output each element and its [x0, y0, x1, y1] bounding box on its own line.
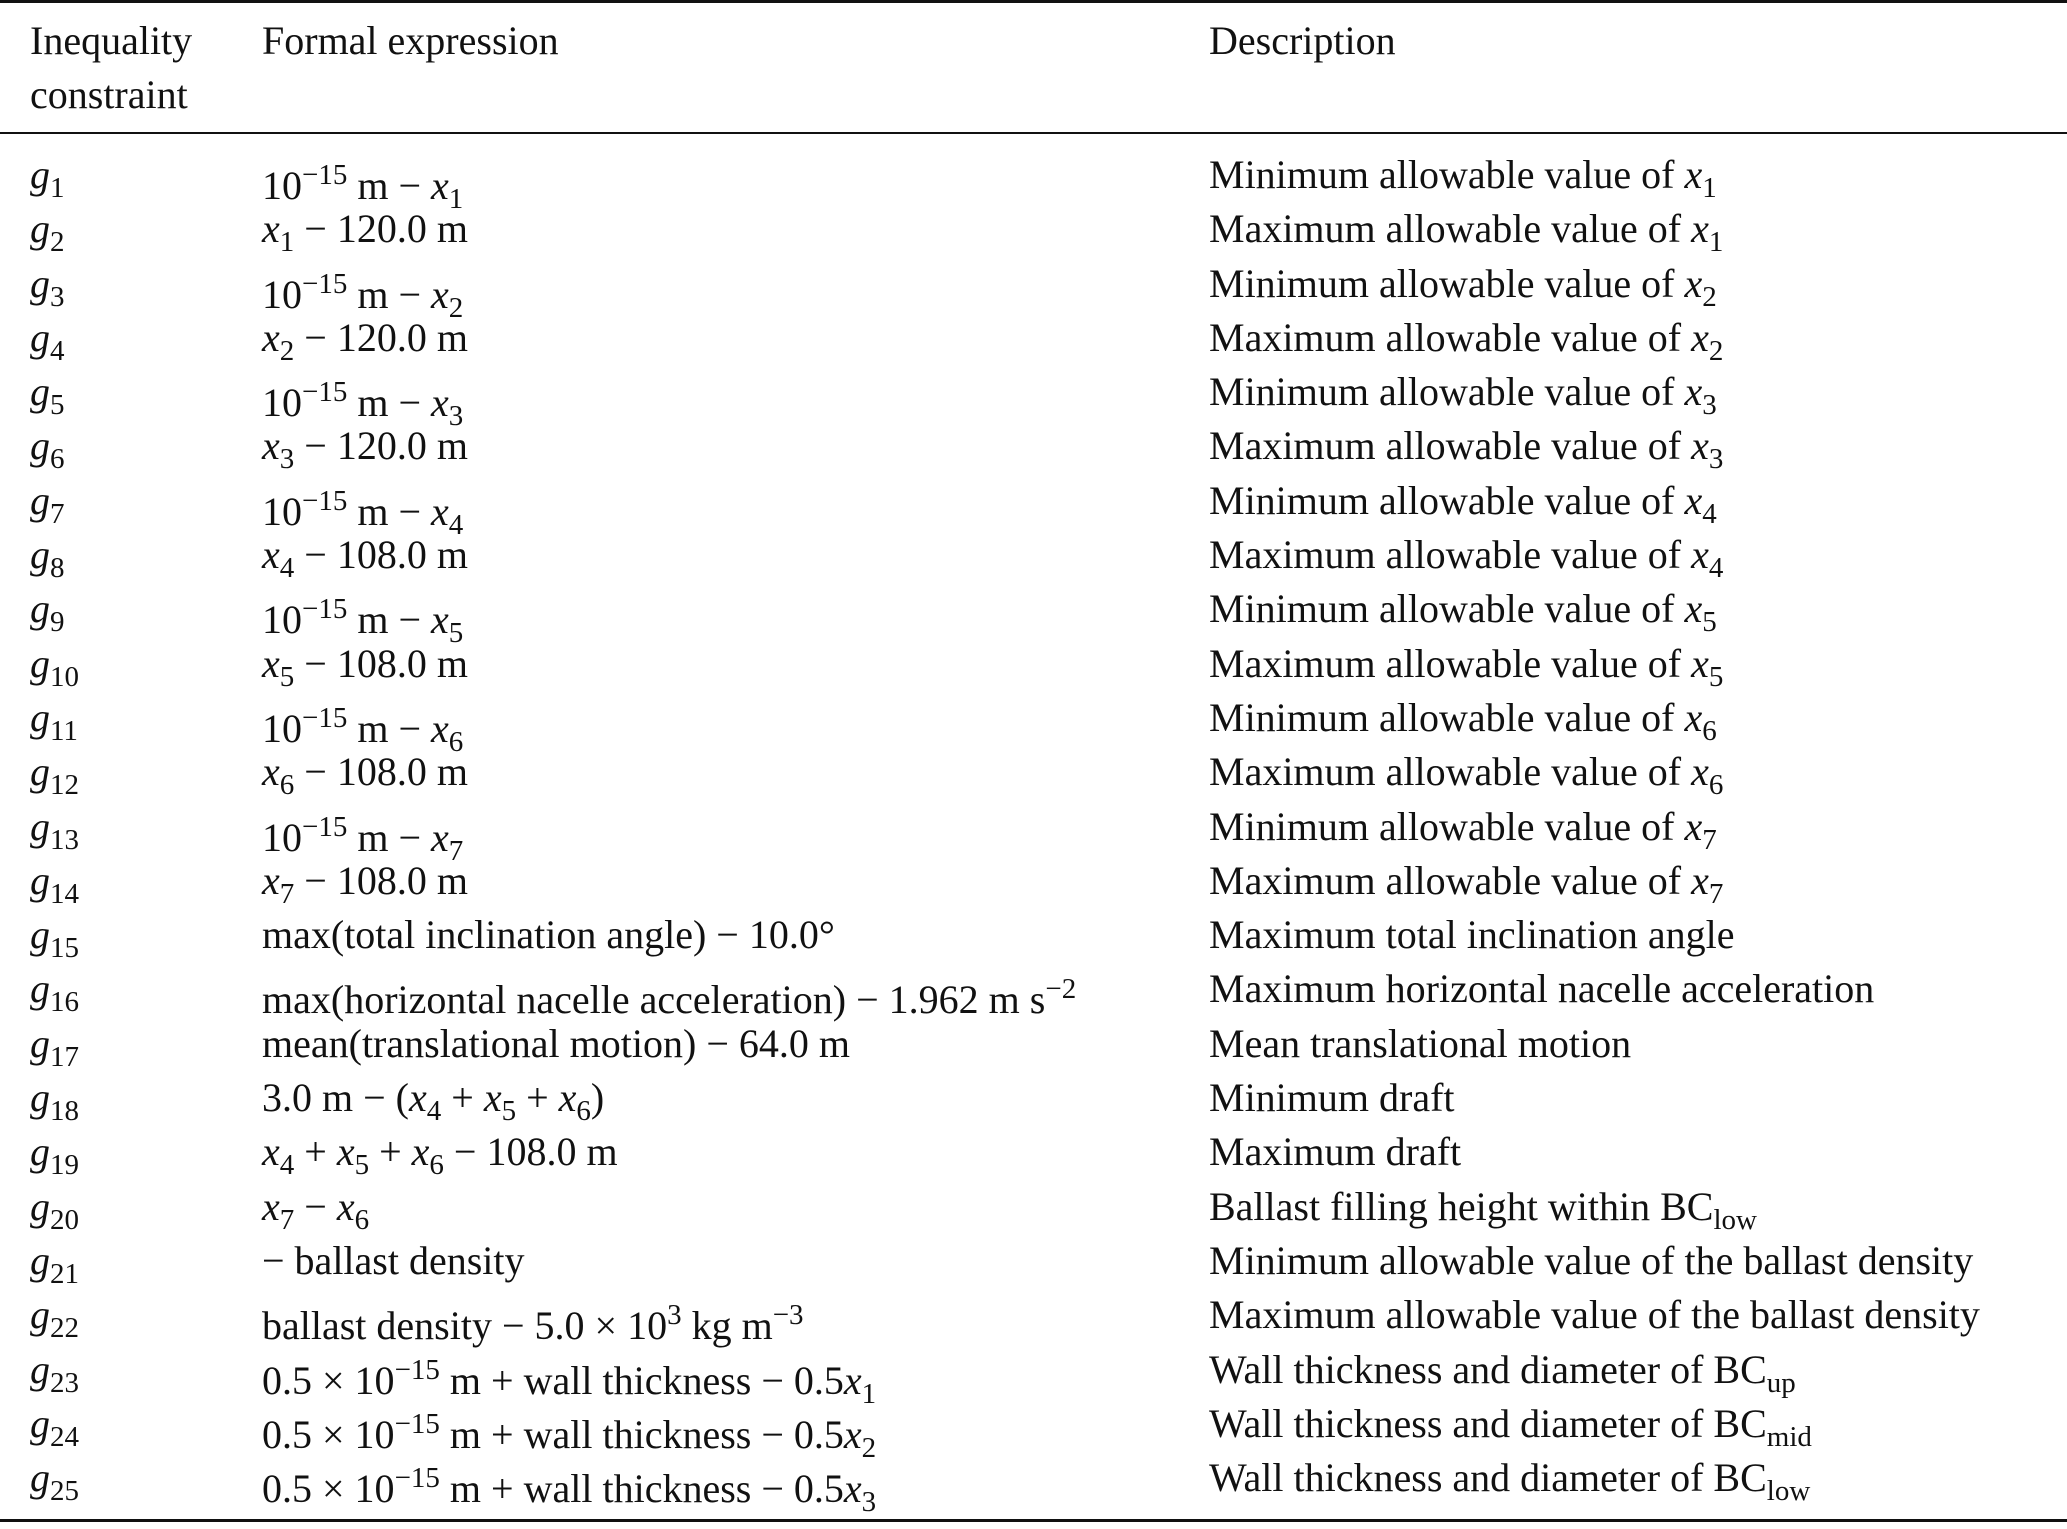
- text-segment: −: [294, 1183, 337, 1229]
- constraint-index: 18: [50, 1095, 79, 1128]
- description: [1209, 1125, 1461, 1179]
- description: [1209, 1071, 1455, 1125]
- constraint-symbol: g: [30, 694, 50, 740]
- text-segment: Mean translational motion: [1209, 1020, 1632, 1066]
- text-segment: Maximum allowable value of: [1209, 314, 1692, 360]
- header-description: Description: [1209, 18, 1396, 63]
- constraint-index: 23: [50, 1366, 79, 1399]
- constraint-index: 17: [50, 1040, 79, 1073]
- text-segment: − 120.0 m: [294, 206, 468, 252]
- text-segment: 3.0 m − (: [262, 1075, 409, 1121]
- constraint-symbol: g: [30, 857, 50, 903]
- text-segment: Minimum allowable value of: [1209, 369, 1685, 415]
- constraint-index: 15: [50, 932, 79, 965]
- math-variable: x: [1684, 369, 1703, 415]
- table-row: [0, 962, 2067, 1023]
- math-variable: x: [262, 1183, 280, 1229]
- math-variable: x: [431, 597, 449, 643]
- subscript: 6: [576, 1095, 591, 1128]
- constraint-index: 5: [50, 389, 65, 422]
- text-segment: 0.5 × 10: [262, 1357, 395, 1403]
- text-segment: +: [441, 1075, 484, 1121]
- text-segment: Maximum horizontal nacelle acceleration: [1209, 966, 1875, 1012]
- constraint-symbol: g: [30, 477, 50, 523]
- subscript: 6: [279, 769, 295, 802]
- text-segment: Maximum allowable value of: [1209, 532, 1692, 578]
- text-segment: 0.5 × 10: [262, 1466, 395, 1512]
- formal-expression: [262, 1234, 525, 1288]
- math-variable: x: [843, 1411, 862, 1457]
- text-segment: m −: [347, 271, 432, 317]
- math-variable: x: [431, 705, 449, 751]
- constraint-id: [30, 1451, 79, 1518]
- constraint-index: 8: [50, 552, 65, 585]
- text-segment: Wall thickness and diameter of BC: [1209, 1346, 1767, 1392]
- constraint-symbol: g: [30, 640, 50, 686]
- constraint-symbol: g: [30, 206, 50, 252]
- text-segment: 10: [262, 488, 302, 534]
- math-variable: x: [431, 163, 449, 208]
- table-row: [0, 1125, 2067, 1182]
- text-segment: m −: [347, 488, 432, 534]
- superscript: −15: [394, 1462, 440, 1495]
- superscript: −15: [302, 376, 348, 409]
- text-segment: 10: [262, 380, 302, 426]
- constraint-index: 2: [50, 226, 65, 259]
- description: [1209, 1288, 1980, 1342]
- math-variable: x: [1691, 206, 1709, 252]
- table-body: [0, 148, 2067, 1519]
- math-variable: x: [431, 380, 449, 426]
- superscript: −15: [302, 701, 348, 734]
- constraint-symbol: g: [30, 1237, 50, 1283]
- text-segment: kg m: [681, 1303, 773, 1349]
- constraint-symbol: g: [30, 314, 50, 360]
- text-segment: − 108.0 m: [294, 532, 468, 578]
- math-variable: x: [843, 1357, 862, 1403]
- constraint-symbol: g: [30, 912, 50, 958]
- text-segment: Maximum total inclination angle: [1209, 912, 1735, 958]
- subscript: 4: [1708, 552, 1724, 585]
- text-segment: m −: [347, 814, 432, 860]
- text-segment: Ballast filling height within BC: [1209, 1183, 1714, 1229]
- description: [1209, 962, 1874, 1016]
- subscript: low: [1766, 1475, 1811, 1508]
- description: [1209, 1017, 1631, 1071]
- constraint-index: 3: [50, 280, 65, 313]
- description: [1209, 1234, 1973, 1288]
- constraint-index: 16: [50, 986, 79, 1019]
- text-segment: Wall thickness and diameter of BC: [1209, 1400, 1767, 1446]
- constraint-index: 25: [50, 1475, 79, 1508]
- constraint-symbol: g: [30, 1346, 50, 1392]
- subscript: 5: [1708, 660, 1724, 693]
- text-segment: Maximum allowable value of: [1209, 640, 1692, 686]
- text-segment: − 108.0 m: [294, 749, 468, 795]
- table-row: [0, 1071, 2067, 1128]
- table-row: [0, 474, 2067, 541]
- text-segment: Minimum draft: [1209, 1075, 1455, 1121]
- table-bottom-rule: [0, 1519, 2067, 1522]
- text-segment: m + wall thickness − 0.5: [439, 1466, 844, 1512]
- math-variable: x: [1684, 586, 1703, 632]
- constraint-symbol: g: [30, 1020, 50, 1066]
- text-segment: Maximum allowable value of: [1209, 206, 1692, 252]
- constraint-index: 22: [50, 1312, 79, 1345]
- math-variable: x: [262, 857, 280, 903]
- text-segment: mean(translational motion) − 64.0 m: [262, 1020, 850, 1066]
- math-variable: x: [1691, 532, 1709, 578]
- text-segment: +: [369, 1129, 412, 1175]
- subscript: 5: [279, 660, 295, 693]
- math-variable: x: [262, 640, 280, 686]
- math-variable: x: [1691, 314, 1709, 360]
- text-segment: max(total inclination angle) − 10.0°: [262, 912, 835, 958]
- constraint-symbol: g: [30, 966, 50, 1012]
- constraint-symbol: g: [30, 532, 50, 578]
- text-segment: Minimum allowable value of: [1209, 694, 1685, 740]
- table-row: [0, 637, 2067, 691]
- constraint-symbol: g: [30, 1292, 50, 1338]
- subscript: 2: [448, 291, 464, 324]
- constraint-symbol: g: [30, 1129, 50, 1175]
- text-segment: m + wall thickness − 0.5: [439, 1411, 844, 1457]
- text-segment: Maximum allowable value of: [1209, 749, 1692, 795]
- subscript: 4: [279, 552, 295, 585]
- subscript: 3: [1702, 389, 1717, 422]
- math-variable: x: [262, 749, 280, 795]
- text-segment: ): [590, 1075, 605, 1121]
- text-segment: 10: [262, 597, 302, 643]
- table-row: [0, 419, 2067, 476]
- subscript: up: [1766, 1366, 1796, 1399]
- subscript: 2: [1702, 280, 1717, 313]
- text-segment: Minimum allowable value of: [1209, 803, 1685, 849]
- constraint-index: 24: [50, 1420, 79, 1453]
- math-variable: x: [483, 1075, 502, 1121]
- formal-expression: [262, 1017, 850, 1071]
- superscript: −15: [302, 159, 348, 191]
- description: [1209, 908, 1734, 962]
- table-row: [0, 1288, 2067, 1349]
- constraint-symbol: g: [30, 1075, 50, 1121]
- constraint-index: 6: [50, 443, 65, 476]
- description: [1209, 1451, 1810, 1518]
- superscript: −15: [302, 267, 348, 300]
- table-row: [0, 1451, 2067, 1519]
- text-segment: Minimum allowable value of the ballast density: [1209, 1237, 1974, 1283]
- superscript: −15: [302, 593, 348, 626]
- subscript: 2: [1708, 334, 1724, 367]
- table-row: [0, 257, 2067, 324]
- math-variable: x: [1691, 640, 1709, 686]
- table-row: [0, 745, 2067, 802]
- subscript: 2: [279, 334, 295, 367]
- subscript: 7: [279, 1203, 295, 1236]
- text-segment: Minimum allowable value of: [1209, 152, 1685, 197]
- text-segment: m −: [347, 380, 432, 426]
- constraint-index: 4: [50, 334, 65, 367]
- subscript: 3: [861, 1486, 877, 1519]
- subscript: 7: [1708, 877, 1724, 910]
- text-segment: Maximum draft: [1209, 1129, 1462, 1175]
- constraint-symbol: g: [30, 1455, 50, 1501]
- superscript: −2: [1045, 973, 1077, 1006]
- math-variable: x: [1684, 260, 1703, 306]
- subscript: 5: [448, 617, 464, 650]
- constraint-symbol: g: [30, 369, 50, 415]
- text-segment: +: [294, 1129, 337, 1175]
- table-row: [0, 311, 2067, 365]
- superscript: −15: [302, 810, 348, 843]
- text-segment: Wall thickness and diameter of BC: [1209, 1455, 1767, 1501]
- text-segment: m −: [347, 597, 432, 643]
- math-variable: x: [431, 814, 449, 860]
- constraint-index: 13: [50, 823, 79, 856]
- constraint-index: 1: [50, 172, 65, 204]
- subscript: 7: [1702, 823, 1717, 856]
- math-variable: x: [262, 206, 280, 252]
- subscript: 5: [354, 1149, 370, 1182]
- table-row: [0, 908, 2067, 965]
- constraint-symbol: g: [30, 152, 50, 197]
- text-segment: m + wall thickness − 0.5: [439, 1357, 844, 1403]
- table-row: [0, 1017, 2067, 1071]
- constraint-index: 21: [50, 1257, 79, 1290]
- subscript: 7: [279, 877, 295, 910]
- superscript: −15: [394, 1407, 440, 1440]
- constraint-index: 11: [50, 714, 78, 747]
- constraint-symbol: g: [30, 423, 50, 469]
- math-variable: x: [409, 1075, 427, 1121]
- table-row: [0, 1397, 2067, 1464]
- subscript: 4: [279, 1149, 295, 1182]
- text-segment: 10: [262, 163, 302, 208]
- math-variable: x: [1684, 694, 1703, 740]
- superscript: 3: [667, 1299, 682, 1332]
- constraint-index: 10: [50, 660, 79, 693]
- subscript: 6: [429, 1149, 444, 1182]
- text-segment: − 120.0 m: [294, 314, 468, 360]
- subscript: 7: [448, 834, 464, 867]
- subscript: 6: [1702, 714, 1717, 747]
- subscript: 1: [861, 1377, 877, 1410]
- header-formal-expression: Formal expression: [262, 18, 559, 63]
- constraint-symbol: g: [30, 1183, 50, 1229]
- table-row: [0, 1180, 2067, 1234]
- constraint-index: 9: [50, 606, 65, 639]
- subscript: 1: [1708, 226, 1724, 259]
- subscript: 1: [448, 183, 464, 215]
- text-segment: − 120.0 m: [294, 423, 468, 469]
- text-segment: 10: [262, 271, 302, 317]
- table-row: [0, 202, 2067, 259]
- table-header-rule: [0, 132, 2067, 134]
- table-row: [0, 854, 2067, 908]
- superscript: −3: [772, 1299, 804, 1332]
- math-variable: x: [336, 1183, 355, 1229]
- table-row: [0, 365, 2067, 433]
- subscript: 2: [861, 1431, 877, 1464]
- text-segment: 10: [262, 814, 302, 860]
- text-segment: ballast density − 5.0 × 10: [262, 1303, 668, 1349]
- formal-expression: [262, 908, 835, 962]
- text-segment: Minimum allowable value of: [1209, 477, 1685, 523]
- math-variable: x: [262, 314, 280, 360]
- superscript: −15: [302, 484, 348, 517]
- table-row: [0, 148, 2067, 215]
- math-variable: x: [1684, 803, 1703, 849]
- subscript: 5: [1702, 606, 1717, 639]
- superscript: −15: [394, 1353, 440, 1386]
- math-variable: x: [431, 488, 449, 534]
- table-row: [0, 1234, 2067, 1288]
- subscript: 4: [448, 508, 464, 541]
- math-variable: x: [1691, 423, 1709, 469]
- subscript: 1: [279, 226, 295, 259]
- math-variable: x: [1691, 749, 1709, 795]
- text-segment: 10: [262, 705, 302, 751]
- text-segment: +: [516, 1075, 559, 1121]
- table-row: [0, 1343, 2067, 1410]
- math-variable: x: [262, 532, 280, 578]
- table-row: [0, 691, 2067, 758]
- text-segment: Maximum allowable value of: [1209, 423, 1692, 469]
- header-inequality-constraint: Inequality constraint: [30, 18, 193, 117]
- text-segment: m −: [347, 163, 432, 208]
- text-segment: − ballast density: [262, 1237, 525, 1283]
- table-top-rule: [0, 0, 2067, 3]
- constraint-symbol: g: [30, 586, 50, 632]
- math-variable: x: [431, 271, 449, 317]
- text-segment: m −: [347, 705, 432, 751]
- math-variable: x: [1691, 857, 1709, 903]
- constraint-index: 12: [50, 769, 79, 802]
- subscript: 1: [1702, 172, 1717, 204]
- subscript: 6: [354, 1203, 370, 1236]
- subscript: 3: [1708, 443, 1724, 476]
- math-variable: x: [1684, 477, 1703, 523]
- subscript: 4: [426, 1095, 442, 1128]
- constraint-symbol: g: [30, 1400, 50, 1446]
- text-segment: Maximum allowable value of the ballast density: [1209, 1292, 1980, 1338]
- subscript: 3: [279, 443, 295, 476]
- math-variable: x: [262, 423, 280, 469]
- table-row: [0, 582, 2067, 650]
- subscript: 5: [501, 1095, 517, 1128]
- constraint-index: 14: [50, 877, 79, 910]
- text-segment: Minimum allowable value of: [1209, 260, 1685, 306]
- table-row: [0, 800, 2067, 867]
- math-variable: x: [262, 1129, 280, 1175]
- math-variable: x: [1684, 152, 1703, 197]
- text-segment: − 108.0 m: [294, 640, 468, 686]
- text-segment: 0.5 × 10: [262, 1411, 395, 1457]
- subscript: 4: [1702, 497, 1717, 530]
- text-segment: max(horizontal nacelle acceleration) − 1.962 m s: [262, 977, 1046, 1023]
- math-variable: x: [411, 1129, 430, 1175]
- subscript: 3: [448, 400, 464, 433]
- subscript: 6: [1708, 769, 1724, 802]
- subscript: 6: [448, 725, 464, 758]
- constraint-symbol: g: [30, 260, 50, 306]
- text-segment: Minimum allowable value of: [1209, 586, 1685, 632]
- constraint-index: 19: [50, 1149, 79, 1182]
- text-segment: − 108.0 m: [443, 1129, 618, 1175]
- constraint-index: 20: [50, 1203, 79, 1236]
- table-row: [0, 528, 2067, 585]
- text-segment: − 108.0 m: [294, 857, 468, 903]
- math-variable: x: [336, 1129, 355, 1175]
- constraint-symbol: g: [30, 803, 50, 849]
- subscript: mid: [1766, 1420, 1812, 1453]
- formal-expression: [262, 1451, 876, 1529]
- subscript: low: [1713, 1203, 1757, 1236]
- text-segment: Maximum allowable value of: [1209, 857, 1692, 903]
- constraint-symbol: g: [30, 749, 50, 795]
- math-variable: x: [843, 1466, 862, 1512]
- math-variable: x: [558, 1075, 577, 1121]
- constraint-index: 7: [50, 497, 65, 530]
